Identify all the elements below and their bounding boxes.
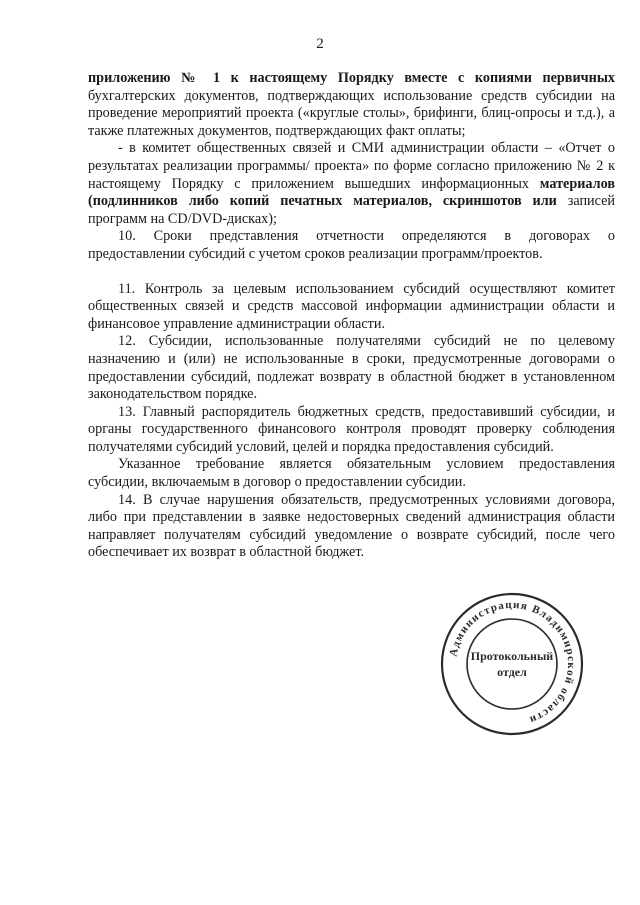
document-body bbox=[88, 70, 615, 562]
stamp-center-line-2: отдел bbox=[497, 665, 527, 679]
paragraph-item-11: 11. Контроль за целевым использованием субсидий осуществляют комитет общественных связей и средств массовой информации администрации области и финансовое управление администрации области. bbox=[88, 280, 615, 332]
paragraph-item-12: 12. Субсидии, использованные получателями субсидий не по целевому назначению и (или) не использованные в сроки, предусмотренные договорами о предоставлении субсидий, подлежат возврату в областной бюджет в установленном законодательством порядке. bbox=[88, 333, 615, 403]
official-stamp bbox=[438, 590, 586, 738]
paragraph-continuation bbox=[88, 70, 615, 140]
stamp-center-line-1: Протокольный bbox=[470, 649, 554, 663]
paragraph-requirement: Указанное требование является обязательным условием предоставления субсидии, включаемым в договор о предоставлении субсидии. bbox=[88, 456, 615, 491]
stamp-ring-text: Администрация Владимирской области bbox=[447, 598, 578, 727]
paragraph-fragment: бухгалтерских документов, подтверждающих использование средств субсидии на проведение мероприятий проекта («круглые столы», брифинги, блиц-опросы и т.д.), а также платежных документов, подтверждающих факт оплаты; bbox=[88, 87, 615, 139]
paragraph-item-14: 14. В случае нарушения обязательств, предусмотренных условиями договора, либо при представлении в заявке недостоверных сведений администрация области направляет получателям субсидий уведомление о возврате субсидий, после чего обеспечивает их возврат в областной бюджет. bbox=[88, 491, 615, 561]
paragraph-item-13: 13. Главный распорядитель бюджетных средств, предоставивший субсидии, и органы государственного финансового контроля проводят проверку соблюдения получателями субсидий условий, целей и порядка предоставления субсидий. bbox=[88, 403, 615, 455]
stamp-seal-icon bbox=[438, 590, 586, 738]
paragraph-bold-fragment: приложению № 1 к настоящему Порядку вместе с копиями первичных bbox=[88, 70, 615, 86]
paragraph-fragment: - в комитет общественных связей и СМИ администрации области – «Отчет о результатах реализации программы/ проекта» по форме согласно приложению № 2 к настоящему Порядку с приложением вышедших информационных bbox=[88, 140, 615, 192]
paragraph-item-10: 10. Сроки представления отчетности определяются в договорах о предоставлении субсидий с учетом сроков реализации программ/проектов. bbox=[88, 228, 615, 262]
paragraph-fragment: записей программ на CD/DVD-дисках); bbox=[88, 193, 616, 227]
paragraph-committee-report bbox=[88, 140, 615, 228]
page-number: 2 bbox=[316, 36, 324, 52]
paragraph-bold-fragment: материалов (подлинников либо копий печатных материалов, скриншотов или bbox=[88, 175, 615, 210]
